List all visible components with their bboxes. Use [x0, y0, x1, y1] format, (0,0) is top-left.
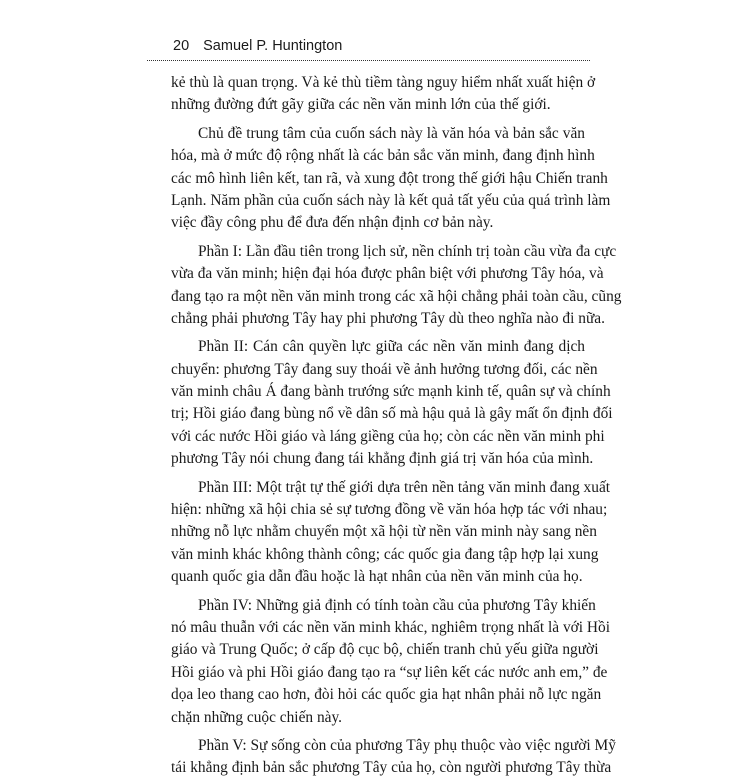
- text-line: Phần V: Sự sống còn của phương Tây phụ thuộc vào việc người Mỹ: [198, 736, 616, 754]
- author-name: Samuel P. Huntington: [203, 38, 343, 54]
- text-line: chẳng phải phương Tây hay phi phương Tây dù theo nghĩa nào đi nữa.: [171, 309, 605, 327]
- text-line: hóa, mà ở mức độ rộng nhất là các bản sắc văn minh, đang định hình: [171, 147, 595, 165]
- paragraph: [171, 477, 611, 589]
- paragraph: [171, 241, 622, 331]
- text-line: những đường đứt gãy giữa các nền văn minh lớn của thế giới.: [171, 96, 551, 114]
- text-line: nó mâu thuẫn với các nền văn minh khác, nghiêm trọng nhất là với Hồi: [171, 618, 610, 636]
- text-line: Phần IV: Những giả định có tính toàn cầu của phương Tây khiến: [198, 596, 596, 614]
- text-line: vừa đa văn minh; hiện đại hóa được phân biệt với phương Tây hóa, và: [171, 265, 604, 283]
- paragraph: [171, 123, 611, 235]
- text-line: với các nước Hồi giáo và láng giềng của họ; còn các nền văn minh phi: [171, 427, 605, 445]
- paragraph: [171, 735, 616, 780]
- text-line: việc đầy công phu để đưa đến nhận định cơ bản này.: [171, 214, 494, 232]
- text-line: Phần II: Cán cân quyền lực giữa các nền văn minh đang dịch: [198, 338, 585, 356]
- text-line: Hồi giáo và phi Hồi giáo đang tạo ra “sự liên kết các nước anh em,” đe: [171, 663, 608, 681]
- paragraph: [171, 595, 610, 729]
- text-line: chuyển: phương Tây đang suy thoái về ảnh hưởng tương đối, các nền: [171, 360, 598, 378]
- text-line: hiện: những xã hội chia sẻ sự tương đồng về văn hóa hợp tác với nhau;: [171, 501, 608, 519]
- paragraph: [171, 72, 596, 117]
- text-line: Phần I: Lần đầu tiên trong lịch sử, nền chính trị toàn cầu vừa đa cực: [198, 242, 617, 260]
- text-line: đang tạo ra một nền văn minh trong các xã hội chẳng phải toàn cầu, cũng: [171, 287, 622, 305]
- text-line: những nỗ lực nhằm chuyển một xã hội từ nền văn minh này sang nền: [171, 523, 597, 541]
- body-text: [171, 72, 622, 780]
- text-line: phương Tây nói chung đang tái khẳng định giá trị văn hóa của mình.: [171, 450, 594, 468]
- text-line: văn minh khác không thành công; các quốc gia đang tập hợp lại xung: [171, 545, 599, 563]
- text-line: giáo và Trung Quốc; ở cấp độ cục bộ, chiến tranh chủ yếu giữa người: [171, 641, 599, 659]
- running-header: [173, 38, 342, 54]
- text-line: Lạnh. Năm phần của cuốn sách này là kết quả tất yếu của quá trình làm: [171, 191, 611, 209]
- page-number: 20: [173, 38, 190, 54]
- text-line: quanh quốc gia dẫn đầu hoặc là hạt nhân của nền văn minh của họ.: [171, 568, 583, 586]
- header-dotted-rule: [147, 60, 590, 61]
- text-line: Chủ đề trung tâm của cuốn sách này là văn hóa và bản sắc văn: [198, 124, 585, 142]
- text-line: tái khẳng định bản sắc phương Tây của họ, còn người phương Tây thừa: [171, 759, 612, 777]
- text-line: các mô hình liên kết, tan rã, và xung đột trong thế giới hậu Chiến tranh: [171, 169, 608, 187]
- text-line: Phần III: Một trật tự thế giới dựa trên nền tảng văn minh đang xuất: [198, 478, 611, 496]
- text-line: dọa leo thang cao hơn, đòi hỏi các quốc gia hạt nhân phải nỗ lực ngăn: [171, 686, 602, 704]
- text-line: trị; Hồi giáo đang bùng nổ về dân số mà hậu quả là gây mất ổn định đối: [171, 405, 613, 423]
- text-line: chặn những cuộc chiến này.: [171, 708, 343, 726]
- text-line: kẻ thù là quan trọng. Và kẻ thù tiềm tàng nguy hiểm nhất xuất hiện ở: [171, 74, 596, 91]
- text-line: văn minh châu Á đang bành trướng sức mạnh kinh tế, quân sự và chính: [171, 383, 611, 401]
- paragraph: [171, 336, 613, 470]
